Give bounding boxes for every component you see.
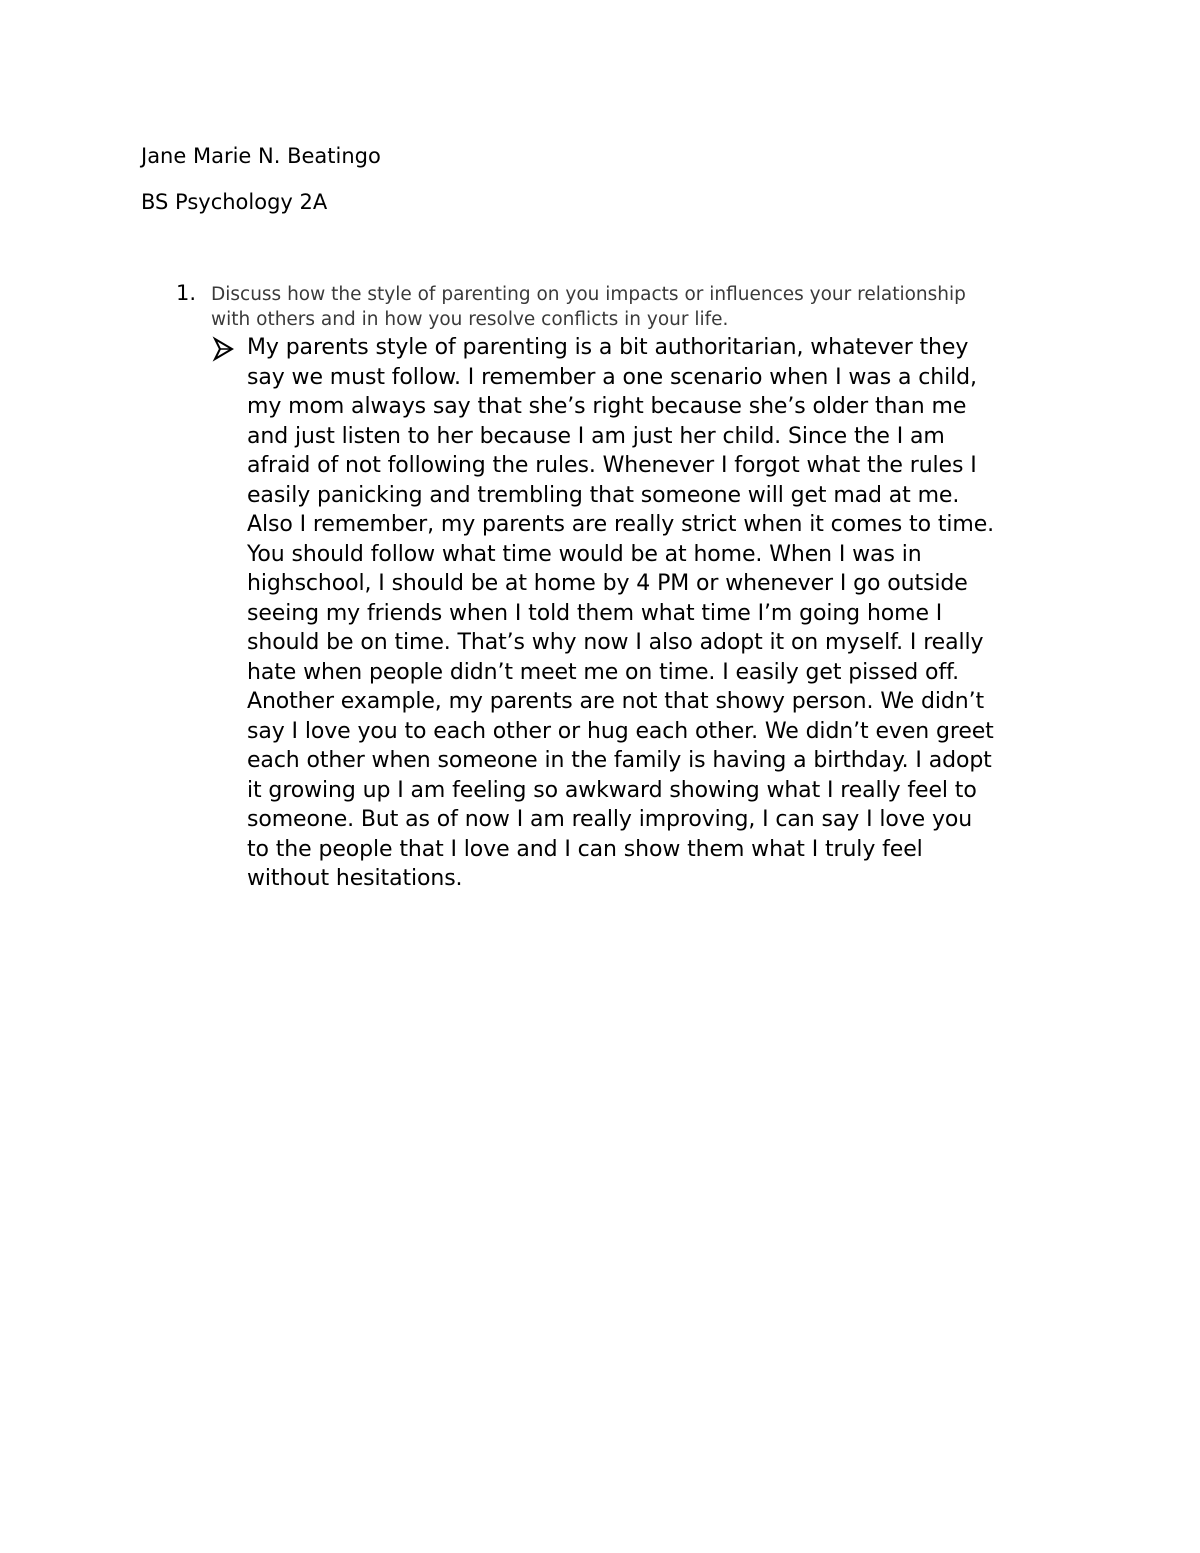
answer-line: highschool, I should be at home by 4 PM or whenever I go outside (247, 571, 968, 596)
arrowhead-bullet-icon (212, 336, 236, 362)
answer-paragraph (247, 333, 1077, 894)
answer-line: afraid of not following the rules. Whenever I forgot what the rules I (247, 453, 977, 478)
answer-line: each other when someone in the family is having a birthday. I adopt (247, 748, 992, 773)
answer-line: my mom always say that she’s right because she’s older than me (247, 394, 967, 419)
question-number: 1. (176, 281, 197, 305)
answer-line: seeing my friends when I told them what time I’m going home I (247, 600, 943, 626)
answer-line: should be on time. That’s why now I also adopt it on myself. I really (247, 630, 984, 655)
answer-line: to the people that I love and I can show them what I truly feel (247, 836, 923, 862)
answer-line: hate when people didn’t meet me on time. I easily get pissed off. (247, 659, 959, 685)
answer-line: say we must follow. I remember a one scenario when I was a child, (247, 364, 977, 390)
student-course: BS Psychology 2A (141, 190, 328, 214)
answer-line: it growing up I am feeling so awkward showing what I really feel to (247, 777, 977, 803)
answer-line: Another example, my parents are not that showy person. We didn’t (247, 689, 985, 714)
answer-line: My parents style of parenting is a bit authoritarian, whatever they (247, 335, 969, 360)
answer-line: Also I remember, my parents are really strict when it comes to time. (247, 512, 995, 537)
answer-line: say I love you to each other or hug each other. We didn’t even greet (247, 718, 994, 744)
answer-line: and just listen to her because I am just her child. Since the I am (247, 423, 945, 449)
answer-line: You should follow what time would be at home. When I was in (247, 541, 922, 567)
answer-line: without hesitations. (247, 866, 463, 891)
student-name: Jane Marie N. Beatingo (141, 144, 381, 168)
question-text: Discuss how the style of parenting on you impacts or influences your relationship with others and in how you resolve conflicts in your life. (211, 284, 966, 330)
answer-line: someone. But as of now I am really improving, I can say I love you (247, 807, 973, 832)
answer-line: easily panicking and trembling that someone will get mad at me. (247, 482, 960, 508)
